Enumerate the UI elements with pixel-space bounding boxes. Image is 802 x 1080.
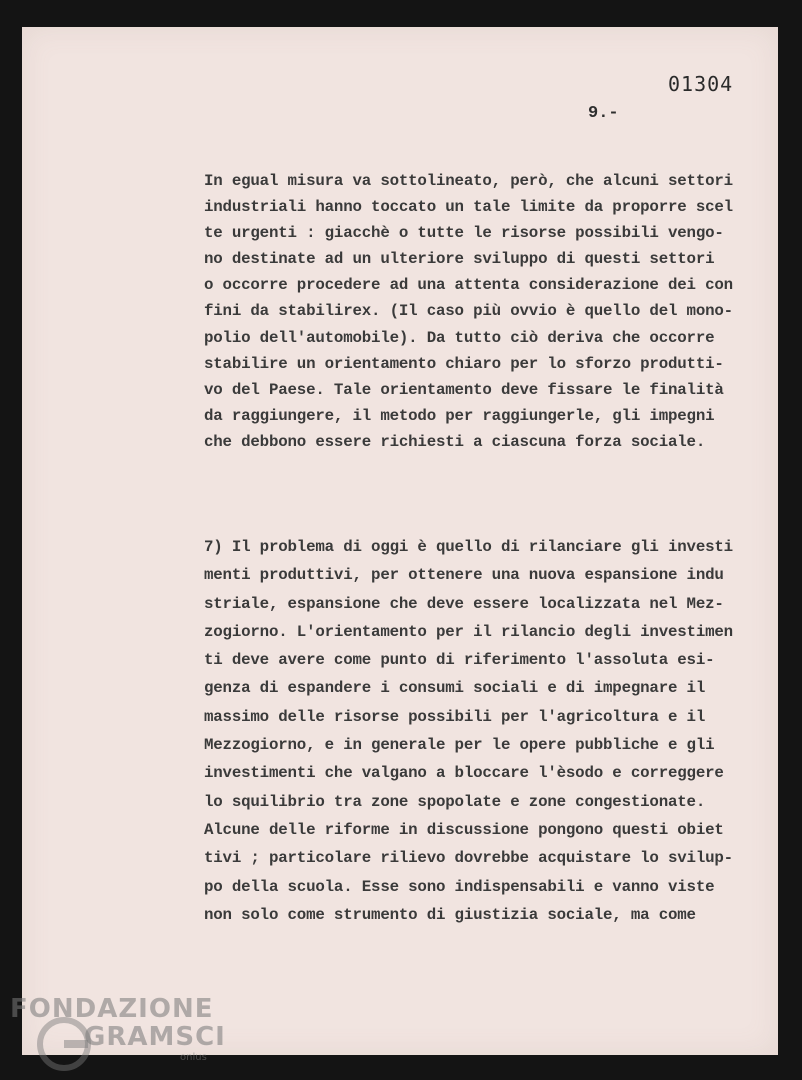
- paragraph-line: te urgenti : giacchè o tutte le risorse possibili vengo-: [204, 224, 724, 243]
- paragraph-line: lo squilibrio tra zone spopolate e zone congestionate.: [204, 792, 706, 811]
- paragraph-line: tivi ; particolare rilievo dovrebbe acquistare lo svilup-: [204, 849, 733, 868]
- paragraph-line: po della scuola. Esse sono indispensabili e vanno viste: [204, 877, 715, 896]
- paragraph-line: polio dell'automobile). Da tutto ciò deriva che occorre: [204, 328, 715, 347]
- paragraph-line: massimo delle risorse possibili per l'agricoltura e il: [204, 707, 706, 726]
- paragraph-line: che debbono essere richiesti a ciascuna forza sociale.: [204, 432, 706, 451]
- paragraph-line: menti produttivi, per ottenere una nuova espansione indu: [204, 566, 724, 585]
- paragraph-line: In egual misura va sottolineato, però, che alcuni settori: [204, 172, 733, 190]
- watermark-line-1: FONDAZIONE: [10, 994, 214, 1024]
- paragraph-line: industriali hanno toccato un tale limite da proporre scel: [204, 198, 733, 217]
- paragraph-line: striale, espansione che deve essere localizzata nel Mez-: [204, 594, 724, 613]
- paragraph-line: fini da stabilirex. (Il caso più ovvio è quello del mono-: [204, 302, 733, 321]
- paragraph-1: [204, 168, 764, 455]
- watermark-sub: onlus: [180, 1052, 207, 1063]
- paragraph-2: [204, 533, 764, 929]
- fondazione-gramsci-watermark: [4, 988, 226, 1080]
- paragraph-line: non solo come strumento di giustizia sociale, ma come: [204, 905, 696, 924]
- paragraph-line: Alcune delle riforme in discussione pongono questi obiet: [204, 820, 724, 839]
- watermark-line-2: GRAMSCI: [84, 1022, 226, 1052]
- paragraph-line: ti deve avere come punto di riferimento l'assoluta esi-: [204, 651, 715, 670]
- paragraph-line: da raggiungere, il metodo per raggiungerle, gli impegni: [204, 406, 715, 425]
- paragraph-line: genza di espandere i consumi sociali e di impegnare il: [204, 679, 706, 698]
- paragraph-line: o occorre procedere ad una attenta considerazione dei con: [204, 276, 733, 295]
- paragraph-line: no destinate ad un ulteriore sviluppo di questi settori: [204, 250, 715, 269]
- page-number: 9.-: [588, 104, 619, 123]
- paragraph-line: 7) Il problema di oggi è quello di rilanciare gli investi: [204, 538, 733, 556]
- paragraph-line: vo del Paese. Tale orientamento deve fissare le finalità: [204, 380, 724, 399]
- archive-number: 01304: [668, 72, 734, 96]
- paragraph-line: Mezzogiorno, e in generale per le opere pubbliche e gli: [204, 736, 715, 755]
- paragraph-line: stabilire un orientamento chiaro per lo sforzo produtti-: [204, 354, 724, 373]
- paragraph-line: investimenti che valgano a bloccare l'èsodo e correggere: [204, 764, 724, 783]
- paragraph-line: zogiorno. L'orientamento per il rilancio degli investimen: [204, 622, 733, 641]
